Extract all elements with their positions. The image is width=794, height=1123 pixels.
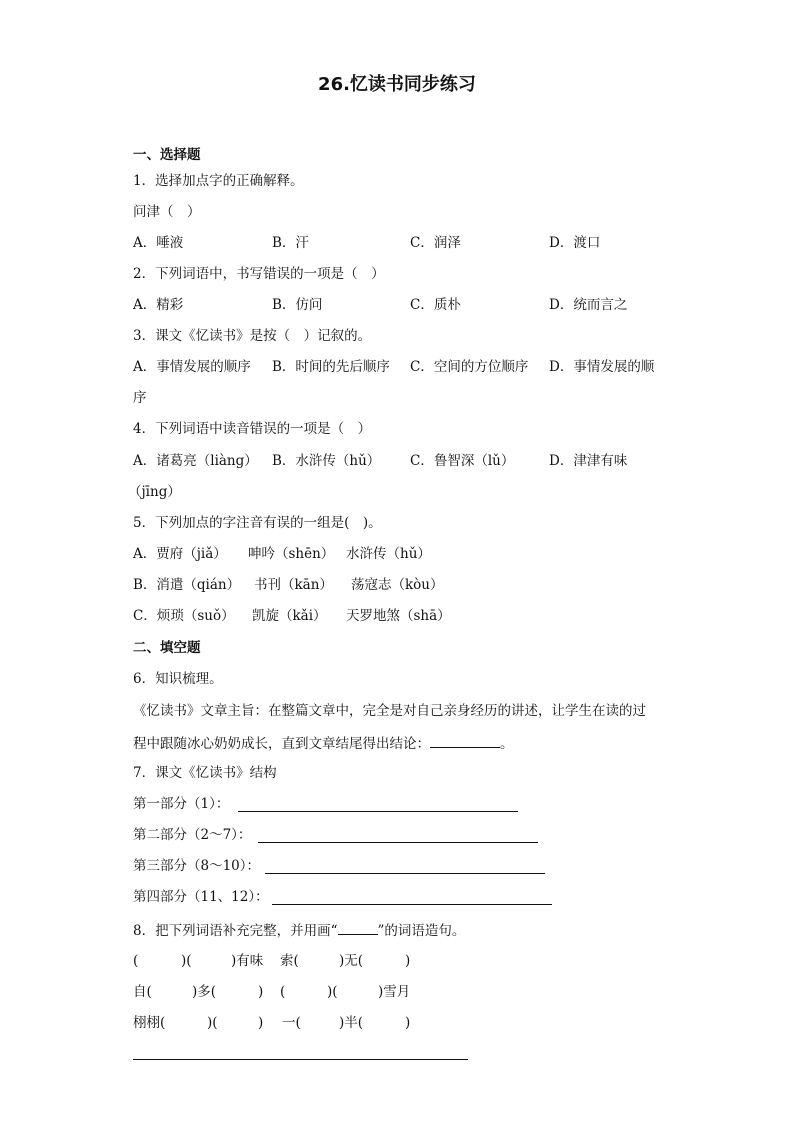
question-8-row-1-part-3: )有味 [231, 953, 264, 969]
question-4-option-c: C．鲁智深（lǔ） [410, 453, 515, 469]
question-3-option-a: A．事情发展的顺序 [133, 359, 251, 375]
question-5-row-b-item-3: 荡寇志（kòu） [351, 577, 444, 593]
question-8-row-2-part-6: )雪月 [378, 984, 411, 1000]
question-5-row-a-item-2: 呻吟（shēn） [248, 546, 335, 562]
question-5-row-b-item-1: B．消遣（qián） [133, 577, 241, 593]
question-7-part-1-blank[interactable] [238, 811, 518, 812]
question-2-stem: 2．下列词语中，书写错误的一项是（ ） [133, 266, 385, 282]
question-7-part-4-blank[interactable] [272, 904, 552, 905]
question-8-row-3-part-2: )( [207, 1015, 218, 1031]
question-4-option-d-wrap: （jīng） [128, 484, 181, 500]
question-8-row-2-part-1: 自( [133, 984, 152, 1000]
question-6-stem: 6．知识梳理。 [133, 671, 223, 687]
question-1-word: 问津（ ） [133, 204, 201, 220]
question-3-option-d: D．事情发展的顺 [549, 359, 655, 375]
question-1-option-d: D．渡口 [549, 235, 601, 251]
question-2-option-c: C．质朴 [410, 297, 461, 313]
question-3-option-d-wrap: 序 [133, 390, 147, 406]
question-8-row-2-part-4: ( [280, 984, 286, 1000]
question-5-row-c-item-3: 天罗地煞（shā） [346, 608, 451, 624]
question-6-answer-blank[interactable] [430, 733, 500, 748]
question-5-row-c-item-2: 凯旋（kǎi） [252, 608, 327, 624]
question-7-part-1: 第一部分（1）： [133, 796, 230, 812]
section-heading-choice: 一、选择题 [133, 147, 201, 163]
question-8-underline-marker [338, 920, 378, 935]
question-6-line-2 [133, 733, 514, 753]
question-8-row-3-part-5: )半( [339, 1015, 364, 1031]
question-8-row-1-part-4: 索( [280, 953, 299, 969]
question-8-row-1-part-2: )( [181, 953, 192, 969]
question-7-stem: 7．课文《忆读书》结构 [133, 765, 277, 781]
question-8-stem-start: 8．把下列词语补充完整，并用画“ [133, 923, 338, 939]
question-8-row-3-part-4: 一( [282, 1015, 301, 1031]
question-3-option-b: B．时间的先后顺序 [272, 359, 390, 375]
question-8-row-3-part-1: 栩栩( [133, 1015, 166, 1031]
question-5-stem: 5．下列加点的字注音有误的一组是( )。 [133, 515, 382, 531]
question-4-option-a: A．诸葛亮（liàng） [133, 453, 258, 469]
question-8-stem-end: ”的词语造句。 [377, 923, 466, 939]
question-6-line-2-end: 。 [500, 736, 514, 752]
question-7-part-4: 第四部分（11、12）： [133, 889, 269, 905]
question-5-row-a-item-1: A．贾府（jiǎ） [133, 546, 227, 562]
question-5-row-c-item-1: C．烦琐（suǒ） [133, 608, 235, 624]
page-title: 26.忆读书同步练习 [318, 74, 476, 95]
question-2-option-d: D．统而言之 [549, 297, 628, 313]
question-8-row-1-part-1: ( [133, 953, 139, 969]
question-3-stem: 3．课文《忆读书》是按（ ）记叙的。 [133, 328, 372, 344]
question-4-stem: 4．下列词语中读音错误的一项是（ ） [133, 421, 372, 437]
question-2-option-b: B．仿问 [272, 297, 323, 313]
question-5-row-a-item-3: 水浒传（hǔ） [346, 546, 431, 562]
question-4-option-d: D．津津有味 [549, 453, 628, 469]
question-1-option-b: B．汗 [272, 235, 309, 251]
question-5-row-b-item-2: 书刊（kān） [254, 577, 333, 593]
question-8-sentence-blank[interactable] [133, 1059, 468, 1060]
question-8-row-1-part-5: )无( [339, 953, 364, 969]
question-8-stem [133, 920, 465, 940]
question-7-part-2: 第二部分（2～7）： [133, 827, 252, 843]
question-1-option-c: C．润泽 [410, 235, 461, 251]
question-3-option-c: C．空间的方位顺序 [410, 359, 529, 375]
question-8-row-2-part-5: )( [327, 984, 338, 1000]
question-1-option-a: A．唾液 [133, 235, 184, 251]
question-8-row-2-part-3: ) [258, 984, 264, 1000]
question-7-part-3: 第三部分（8～10）： [133, 858, 261, 874]
question-4-option-b: B．水浒传（hǔ） [272, 453, 381, 469]
question-7-part-3-blank[interactable] [265, 873, 545, 874]
question-8-row-2-part-2: )多( [192, 984, 217, 1000]
question-6-line-1: 《忆读书》文章主旨：在整篇文章中，完全是对自己亲身经历的讲述，让学生在读的过 [133, 703, 646, 719]
question-8-row-1-part-6: ) [405, 953, 411, 969]
question-2-option-a: A．精彩 [133, 297, 184, 313]
section-heading-fill: 二、填空题 [133, 640, 201, 656]
question-7-part-2-blank[interactable] [258, 842, 538, 843]
question-1-stem: 1．选择加点字的正确解释。 [133, 173, 304, 189]
question-8-row-3-part-3: ) [258, 1015, 264, 1031]
question-6-line-2-text: 程中跟随冰心奶奶成长，直到文章结尾得出结论： [133, 736, 430, 752]
question-8-row-3-part-6: ) [405, 1015, 411, 1031]
